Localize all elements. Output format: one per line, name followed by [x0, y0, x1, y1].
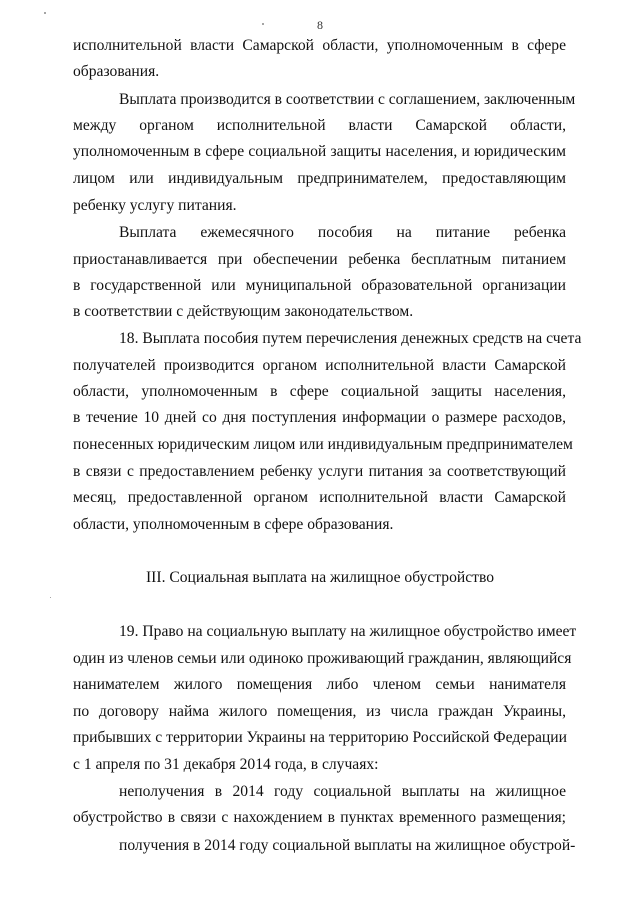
page-number: 8: [317, 18, 323, 32]
body-line: 19. Право на социальную выплату на жилищное обустройство имеет: [119, 623, 577, 640]
body-line: ребенку услугу питания.: [73, 197, 237, 214]
body-line: в течение 10 дней со дня поступления информации о размере расходов,: [73, 409, 566, 426]
body-line: с 1 апреля по 31 декабря 2014 года, в случаях:: [73, 756, 379, 773]
body-line: месяц, предоставленной органом исполнительной власти Самарской: [73, 489, 566, 506]
body-line: один из членов семьи или одиноко проживающий гражданин, являющийся: [73, 650, 572, 667]
body-line: понесенных юридическим лицом или индивидуальным предпринимателем: [73, 436, 573, 453]
body-line: уполномоченным в сфере социальной защиты населения, и юридическим: [73, 143, 566, 160]
body-line: получения в 2014 году социальной выплаты на жилищное обустрой-: [119, 837, 576, 854]
body-line: области, уполномоченным в сфере социальной защиты населения,: [73, 383, 566, 400]
body-line: 18. Выплата пособия путем перечисления денежных средств на счета: [119, 330, 582, 347]
body-line: приостанавливается при обеспечении ребенка бесплатным питанием: [73, 251, 566, 268]
body-line: получателей производится органом исполнительной власти Самарской: [73, 357, 566, 374]
scan-speck: [44, 12, 46, 14]
scan-speck: [50, 597, 51, 598]
body-line: по договору найма жилого помещения, из числа граждан Украины,: [73, 703, 566, 720]
body-line: в соответствии с действующим законодательством.: [73, 303, 414, 320]
body-line: прибывших с территории Украины на территорию Российской Федерации: [73, 729, 567, 746]
body-line: лицом или индивидуальным предпринимателем, предоставляющим: [73, 170, 566, 187]
body-line: исполнительной власти Самарской области, уполномоченным в сфере: [73, 37, 566, 54]
body-line: образования.: [73, 63, 160, 80]
section-heading: III. Социальная выплата на жилищное обустройство: [145, 569, 495, 586]
body-line: в государственной или муниципальной образовательной организации: [73, 277, 566, 294]
body-line: неполучения в 2014 году социальной выплаты на жилищное: [119, 783, 566, 800]
body-line: нанимателем жилого помещения либо членом семьи нанимателя: [73, 676, 566, 693]
body-line: обустройство в связи с нахождением в пунктах временного размещения;: [73, 809, 566, 826]
body-line: Выплата ежемесячного пособия на питание ребенка: [119, 224, 566, 241]
body-line: между органом исполнительной власти Самарской области,: [73, 117, 566, 134]
body-line: Выплата производится в соответствии с соглашением, заключенным: [119, 91, 576, 108]
body-line: в связи с предоставлением ребенку услуги питания за соответствующий: [73, 463, 566, 480]
body-line: области, уполномоченным в сфере образования.: [73, 516, 394, 533]
